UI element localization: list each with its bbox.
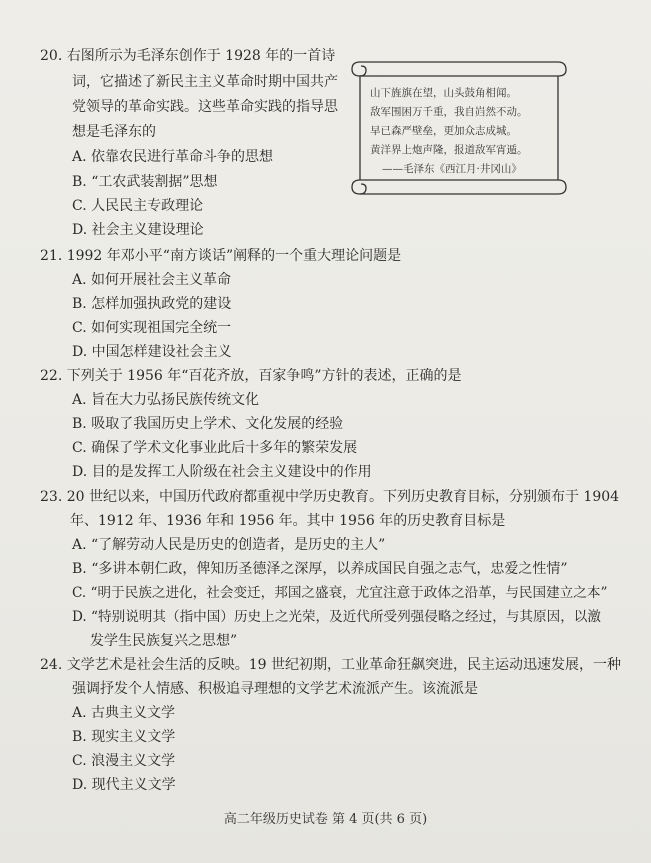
q23-option-c[interactable]: C. “明于民族之进化，社会变迁，邦国之盛衰，尤宜注意于政体之沿革，与民国建立之本” (72, 585, 608, 601)
q20-option-c[interactable]: C. 人民民主专政理论 (72, 198, 204, 214)
page-footer: 高二年级历史试卷 第 4 页(共 6 页) (223, 812, 428, 827)
q22-option-c[interactable]: C. 确保了学术文化事业此后十多年的繁荣发展 (72, 440, 358, 456)
q24-option-d[interactable]: D. 现代主义文学 (72, 777, 176, 793)
poem-line-2: 敌军围困万千重，我自岿然不动。 (370, 106, 528, 118)
q20-stem-line-1: 20. 右图所示为毛泽东创作于 1928 年的一首诗 (40, 48, 336, 64)
q20-stem-line-3: 党领导的革命实践。这些革命实践的指导思 (72, 99, 338, 115)
q20-stem-line-4: 想是毛泽东的 (72, 124, 156, 140)
q21-option-c[interactable]: C. 如何实现祖国完全统一 (72, 320, 232, 336)
q20-option-b[interactable]: B. “工农武装割据”思想 (72, 174, 218, 190)
q24-stem-line-2: 强调抒发个人情感、积极追寻理想的文学艺术流派产生。该流派是 (72, 681, 478, 697)
q23-stem-line-2: 年、1912 年、1936 年和 1956 年。其中 1956 年的历史教育目标是 (70, 513, 506, 529)
q21-stem: 21. 1992 年邓小平“南方谈话”阐释的一个重大理论问题是 (40, 248, 402, 264)
q24-option-b[interactable]: B. 现实主义文学 (72, 729, 176, 745)
q24-stem-line-1: 24. 文学艺术是社会生活的反映。19 世纪初期，工业革命狂飙突进，民主运动迅速发展，一种 (40, 657, 621, 673)
q24-option-a[interactable]: A. 古典主义文学 (72, 705, 176, 721)
q23-option-b[interactable]: B. “多讲本朝仁政，俾知历圣德泽之深厚，以养成国民自强之志气，忠爱之性情” (72, 561, 568, 577)
q20-option-d[interactable]: D. 社会主义建设理论 (72, 222, 204, 238)
q23-stem-line-1: 23. 20 世纪以来，中国历代政府都重视中学历史教育。下列历史教育目标，分别颁布于 1904 (40, 489, 620, 505)
q20-option-a[interactable]: A. 依靠农民进行革命斗争的思想 (72, 149, 274, 165)
q21-option-d[interactable]: D. 中国怎样建设社会主义 (72, 344, 232, 360)
q24-option-c[interactable]: C. 浪漫主义文学 (72, 753, 176, 769)
q22-option-d[interactable]: D. 目的是发挥工人阶级在社会主义建设中的作用 (72, 464, 372, 480)
q22-option-b[interactable]: B. 吸取了我国历史上学术、文化发展的经验 (72, 416, 344, 432)
q21-option-a[interactable]: A. 如何开展社会主义革命 (72, 272, 232, 288)
poem-line-3: 早已森严壁垒，更加众志成城。 (370, 125, 517, 137)
q23-option-d-cont: 发学生民族复兴之思想” (90, 633, 238, 649)
q21-option-b[interactable]: B. 怎样加强执政党的建设 (72, 296, 232, 312)
poem-line-1: 山下旌旗在望，山头鼓角相闻。 (370, 87, 517, 99)
q23-option-a[interactable]: A. “了解劳动人民是历史的创造者，是历史的主人” (72, 537, 386, 553)
poem-line-4: 黄洋界上炮声隆，报道敌军宵遁。 (370, 144, 528, 156)
q20-stem-line-2: 词，它描述了新民主主义革命时期中国共产 (72, 74, 338, 90)
q23-option-d[interactable]: D. “特别说明其（指中国）历史上之光荣，及近代所受列强侵略之经过，与其原因，以激 (72, 609, 601, 625)
q22-option-a[interactable]: A. 旨在大力弘扬民族传统文化 (72, 392, 260, 408)
q22-stem: 22. 下列关于 1956 年“百花齐放，百家争鸣”方针的表述，正确的是 (40, 368, 462, 384)
poem-attribution: ——毛泽东《西江月·井冈山》 (382, 163, 522, 175)
